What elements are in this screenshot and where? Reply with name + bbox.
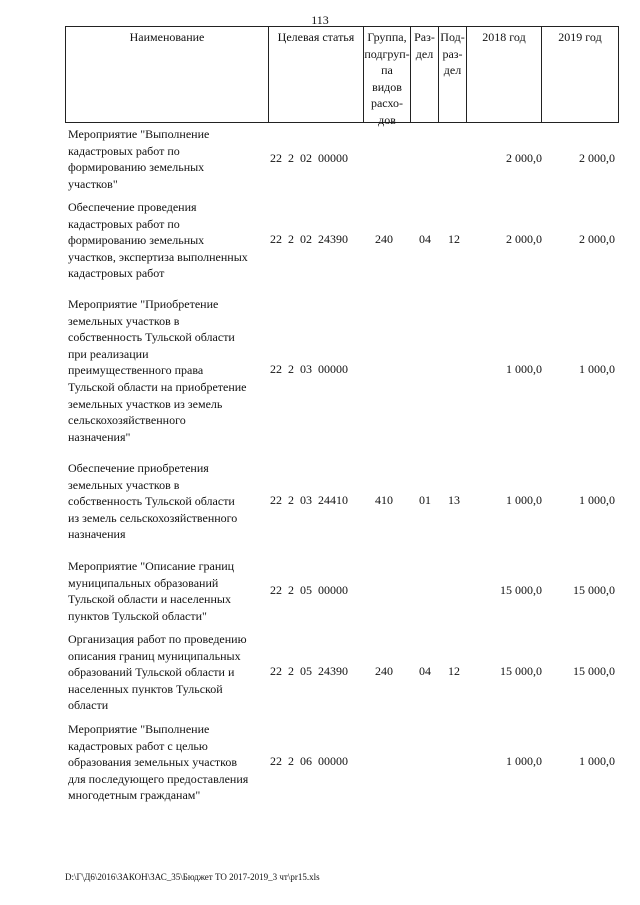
row-name-line: Тульской области и населенных <box>68 592 231 607</box>
row-value-2019: 15 000,0 <box>573 583 615 597</box>
row-name-line: населенных пунктов Тульской <box>68 681 223 696</box>
row-name-line: пунктов Тульской области" <box>68 608 207 623</box>
header-target: Целевая статья <box>269 27 364 122</box>
row-name-line: кадастровых работ <box>68 266 165 281</box>
row-name-line: Организация работ по проведению <box>68 632 247 646</box>
row-razdel: 04 <box>419 664 431 678</box>
row-name-line: Мероприятие "Описание границ <box>68 559 235 573</box>
row-name-line: участков, экспертиза выполненных <box>68 249 248 264</box>
header-group-line: дов <box>378 112 396 127</box>
page-number: 113 <box>311 13 329 27</box>
row-value-2019: 1 000,0 <box>579 362 615 376</box>
header-group-line: расхо- <box>370 96 404 110</box>
row-name <box>68 126 268 192</box>
row-name-line: кадастровых работ по <box>68 143 180 158</box>
row-name-line: формированию земельных <box>68 233 205 248</box>
row-name-line: земельных участков в <box>68 313 180 328</box>
row-target-code: 22 2 03 00000 <box>270 362 348 376</box>
header-name: Наименование <box>66 27 269 122</box>
header-podrazdel-line: раз- <box>442 46 463 61</box>
file-path-footer: D:\Г\Д6\2016\ЗАКОН\ЗАС_35\Бюджет ТО 2017-2019_3 чт\pr15.xls <box>65 872 320 882</box>
row-target-code: 22 2 06 00000 <box>270 754 348 768</box>
row-name <box>68 296 268 445</box>
row-name-line: из земель сельскохозяйственного <box>68 510 238 525</box>
row-name-line: Обеспечение приобретения <box>68 461 209 475</box>
row-value-2019: 1 000,0 <box>579 493 615 507</box>
row-podrazdel: 13 <box>448 493 460 507</box>
row-value-2018: 1 000,0 <box>506 493 542 507</box>
row-name <box>68 460 268 543</box>
row-name-line: Тульской области на приобретение <box>68 379 247 394</box>
row-name <box>68 721 268 804</box>
row-name-line: Мероприятие "Выполнение <box>68 722 210 736</box>
row-value-2019: 2 000,0 <box>579 232 615 246</box>
row-name-line: преимущественного права <box>68 363 204 378</box>
row-name-line: при реализации <box>68 346 149 361</box>
row-name-line: Мероприятие "Приобретение <box>68 297 219 311</box>
row-name-line: земельных участков из земель <box>68 396 223 411</box>
table-header <box>65 26 619 127</box>
header-podrazdel <box>439 27 467 122</box>
header-razdel-line: Раз- <box>414 30 435 44</box>
row-target-code: 22 2 02 00000 <box>270 151 348 165</box>
row-razdel: 04 <box>419 232 431 246</box>
row-name-line: земельных участков в <box>68 477 180 492</box>
row-value-2019: 15 000,0 <box>573 664 615 678</box>
row-value-2018: 1 000,0 <box>506 754 542 768</box>
row-target-code: 22 2 05 00000 <box>270 583 348 597</box>
row-name-line: Мероприятие "Выполнение <box>68 127 210 141</box>
row-name-line: области <box>68 698 109 713</box>
row-group: 240 <box>375 664 393 678</box>
header-razdel-line: дел <box>415 46 434 61</box>
row-podrazdel: 12 <box>448 232 460 246</box>
header-group-line: видов <box>372 79 402 94</box>
header-2019: 2019 год <box>558 30 602 44</box>
row-target-code: 22 2 02 24390 <box>270 232 348 246</box>
row-podrazdel: 12 <box>448 664 460 678</box>
row-group: 240 <box>375 232 393 246</box>
header-podrazdel-line: дел <box>443 63 462 77</box>
row-name-line: собственность Тульской области <box>68 494 235 509</box>
header-razdel <box>411 27 439 122</box>
row-name-line: кадастровых работ с целью <box>68 738 208 753</box>
row-target-code: 22 2 03 24410 <box>270 493 348 507</box>
row-name-line: описания границ муниципальных <box>68 648 241 663</box>
header-group-line: па <box>381 63 393 77</box>
row-name <box>68 631 268 714</box>
row-razdel: 01 <box>419 493 431 507</box>
row-name-line: сельскохозяйственного <box>68 413 186 428</box>
row-name <box>68 199 268 282</box>
row-name-line: Обеспечение проведения <box>68 200 197 214</box>
row-name-line: участков" <box>68 176 118 191</box>
header-group <box>364 27 411 127</box>
row-group: 410 <box>375 493 393 507</box>
row-name-line: многодетным гражданам" <box>68 788 201 803</box>
row-value-2019: 1 000,0 <box>579 754 615 768</box>
row-value-2018: 15 000,0 <box>500 664 542 678</box>
row-value-2018: 1 000,0 <box>506 362 542 376</box>
row-value-2018: 15 000,0 <box>500 583 542 597</box>
row-name-line: формированию земельных <box>68 160 205 175</box>
header-2018: 2018 год <box>467 27 542 122</box>
row-name-line: назначения <box>68 527 126 542</box>
header-group-line: Группа, <box>367 30 407 44</box>
row-value-2019: 2 000,0 <box>579 151 615 165</box>
row-name-line: образований Тульской области и <box>68 665 235 680</box>
row-value-2018: 2 000,0 <box>506 232 542 246</box>
row-name-line: образования земельных участков <box>68 755 238 770</box>
header-podrazdel-line: Под- <box>440 30 465 44</box>
row-name-line: кадастровых работ по <box>68 216 180 231</box>
header-group-line: подгруп- <box>364 46 410 61</box>
row-target-code: 22 2 05 24390 <box>270 664 348 678</box>
row-name <box>68 558 268 624</box>
row-name-line: муниципальных образований <box>68 575 219 590</box>
row-name-line: для последующего предоставления <box>68 771 249 786</box>
row-value-2018: 2 000,0 <box>506 151 542 165</box>
row-name-line: назначения" <box>68 429 131 444</box>
row-name-line: собственность Тульской области <box>68 330 235 345</box>
